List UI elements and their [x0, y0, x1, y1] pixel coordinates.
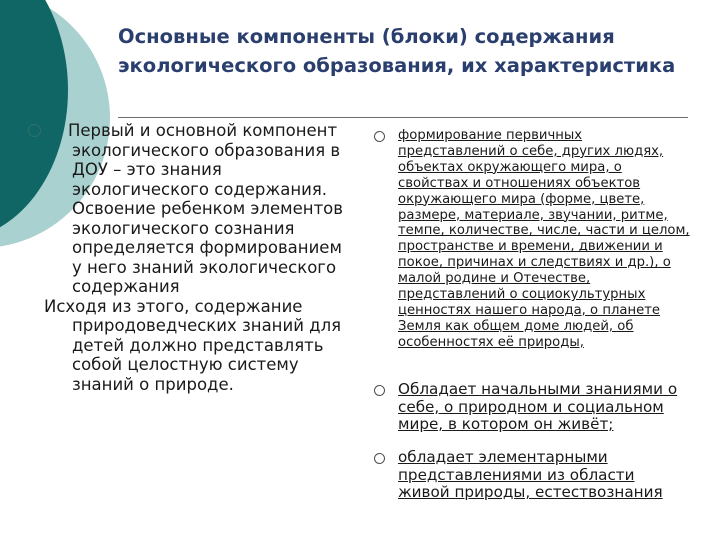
- page-title: Основные компоненты (блоки) содержания экологического образования, их характеристика: [118, 25, 676, 77]
- left-conclusion-text: Исходя из этого, содержание природоведческих знаний для детей должно представлять собой целостную систему знаний о природе.: [44, 296, 342, 394]
- bullet-circle-icon: [374, 385, 385, 396]
- bullet-circle-icon: [374, 131, 385, 142]
- right-item-3: [398, 449, 690, 502]
- right-item-2-text: Обладает начальными знаниями о себе, о природном и социальном мире, в котором он живёт;: [398, 380, 678, 434]
- bullet-circle-icon: [374, 453, 385, 464]
- right-item-1-text: формирование первичных представлений о себе, других людях, объектах окружающего мира, о свойствах и отношениях объектов окружающего мира (форме, цвете, размере, материале, звучании, ритме, темпе, количестве, числе, части и целом, пространстве и времени, движении и покое, причинах и следствиях и др.), о малой родине и Отечестве, представлений о социокультурных ценностях нашего народа, о планете Земля как общем доме людей, об особенностях её природы,: [398, 128, 690, 350]
- right-item-1: [398, 128, 690, 351]
- bullet-circle-icon: [28, 124, 41, 137]
- right-item-2: [398, 381, 690, 434]
- left-column: [44, 121, 344, 394]
- left-block-text: Первый и основной компонент экологического образования в ДОУ – это знания экологического содержания. Освоение ребенком элементов экологического сознания определяется формированием у него знаний экологического содержания: [68, 121, 344, 296]
- right-item-3-text: обладает элементарными представлениями из области живой природы, естествознания: [398, 448, 663, 502]
- title-divider: [118, 117, 688, 118]
